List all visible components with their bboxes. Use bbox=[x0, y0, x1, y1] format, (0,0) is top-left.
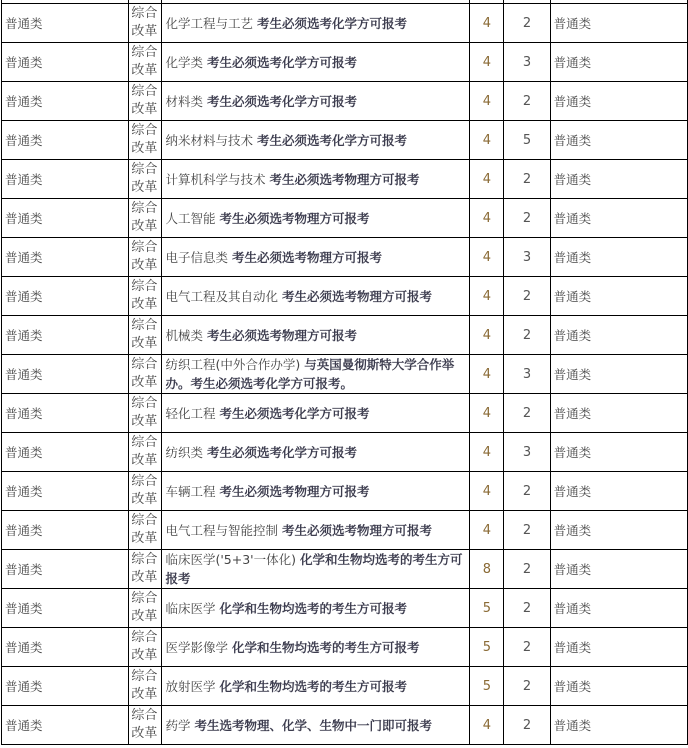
table-row bbox=[2, 82, 688, 121]
major-name: 临床医学('5+3'一体化) bbox=[165, 552, 296, 567]
major-name: 材料类 bbox=[165, 93, 203, 109]
type-cell: 普通类 bbox=[2, 160, 129, 199]
major-cell bbox=[162, 238, 470, 277]
major-requirement: 考生必须选考物理方可报考 bbox=[281, 288, 432, 304]
reform-cell: 综合改革 bbox=[129, 4, 162, 43]
major-name: 电气工程及其自动化 bbox=[165, 288, 278, 304]
category-cell: 普通类 bbox=[550, 277, 687, 316]
years-cell: 8 bbox=[470, 550, 504, 589]
major-requirement: 考生必须选考物理方可报考 bbox=[281, 522, 432, 538]
type-cell: 普通类 bbox=[2, 706, 129, 745]
table-row bbox=[2, 43, 688, 82]
years-cell: 4 bbox=[470, 472, 504, 511]
count-cell: 5 bbox=[504, 121, 550, 160]
major-requirement: 考生必须选考物理方可报考 bbox=[219, 483, 370, 499]
type-cell: 普通类 bbox=[2, 316, 129, 355]
major-cell bbox=[162, 394, 470, 433]
major-cell bbox=[162, 4, 470, 43]
category-cell: 普通类 bbox=[550, 355, 687, 394]
type-cell: 普通类 bbox=[2, 238, 129, 277]
years-cell: 5 bbox=[470, 667, 504, 706]
count-cell: 2 bbox=[504, 82, 550, 121]
count-cell: 2 bbox=[504, 199, 550, 238]
major-name: 纳米材料与技术 bbox=[165, 132, 253, 148]
major-cell bbox=[162, 43, 470, 82]
type-cell: 普通类 bbox=[2, 43, 129, 82]
table-row bbox=[2, 316, 688, 355]
major-name: 电气工程与智能控制 bbox=[165, 522, 278, 538]
table-row bbox=[2, 628, 688, 667]
table-row bbox=[2, 277, 688, 316]
major-cell bbox=[162, 706, 470, 745]
count-cell: 3 bbox=[504, 433, 550, 472]
table-row bbox=[2, 433, 688, 472]
reform-cell: 综合改革 bbox=[129, 121, 162, 160]
major-requirement: 考生必须选考物理方可报考 bbox=[231, 249, 382, 265]
major-cell bbox=[162, 550, 470, 589]
count-cell: 2 bbox=[504, 4, 550, 43]
major-requirement: 考生必须选考物理方可报考 bbox=[219, 210, 370, 226]
type-cell: 普通类 bbox=[2, 394, 129, 433]
reform-cell: 综合改革 bbox=[129, 199, 162, 238]
major-requirement: 化学和生物均选考的考生方可报考 bbox=[231, 639, 420, 655]
reform-cell: 综合改革 bbox=[129, 550, 162, 589]
reform-cell: 综合改革 bbox=[129, 511, 162, 550]
category-cell: 普通类 bbox=[550, 511, 687, 550]
reform-cell: 综合改革 bbox=[129, 82, 162, 121]
reform-cell: 综合改革 bbox=[129, 316, 162, 355]
category-cell: 普通类 bbox=[550, 394, 687, 433]
category-cell: 普通类 bbox=[550, 238, 687, 277]
count-cell: 3 bbox=[504, 355, 550, 394]
table-row bbox=[2, 667, 688, 706]
years-cell: 4 bbox=[470, 511, 504, 550]
major-requirement: 考生必须选考化学方可报考 bbox=[206, 93, 357, 109]
major-requirement: 化学和生物均选考的考生方可报考 bbox=[165, 552, 463, 586]
major-name: 医学影像学 bbox=[165, 639, 228, 655]
type-cell: 普通类 bbox=[2, 277, 129, 316]
years-cell: 4 bbox=[470, 238, 504, 277]
type-cell: 普通类 bbox=[2, 628, 129, 667]
table-row bbox=[2, 199, 688, 238]
admission-plan-table bbox=[1, 0, 688, 745]
type-cell: 普通类 bbox=[2, 589, 129, 628]
category-cell: 普通类 bbox=[550, 316, 687, 355]
major-cell bbox=[162, 667, 470, 706]
table-row bbox=[2, 511, 688, 550]
major-cell bbox=[162, 160, 470, 199]
table-row bbox=[2, 550, 688, 589]
major-name: 机械类 bbox=[165, 327, 203, 343]
category-cell: 普通类 bbox=[550, 628, 687, 667]
reform-cell: 综合改革 bbox=[129, 43, 162, 82]
years-cell: 4 bbox=[470, 316, 504, 355]
count-cell: 3 bbox=[504, 238, 550, 277]
table-row bbox=[2, 472, 688, 511]
type-cell: 普通类 bbox=[2, 199, 129, 238]
years-cell: 4 bbox=[470, 82, 504, 121]
reform-cell: 综合改革 bbox=[129, 706, 162, 745]
category-cell: 普通类 bbox=[550, 433, 687, 472]
type-cell: 普通类 bbox=[2, 667, 129, 706]
category-cell: 普通类 bbox=[550, 121, 687, 160]
count-cell: 2 bbox=[504, 550, 550, 589]
years-cell: 4 bbox=[470, 355, 504, 394]
major-requirement: 考生必须选考物理方可报考 bbox=[206, 327, 357, 343]
major-requirement: 考生必须选考化学方可报考 bbox=[256, 132, 407, 148]
major-name: 化学类 bbox=[165, 54, 203, 70]
major-name: 人工智能 bbox=[165, 210, 216, 226]
reform-cell: 综合改革 bbox=[129, 355, 162, 394]
major-cell bbox=[162, 82, 470, 121]
major-name: 计算机科学与技术 bbox=[165, 171, 266, 187]
years-cell: 5 bbox=[470, 628, 504, 667]
count-cell: 2 bbox=[504, 316, 550, 355]
type-cell: 普通类 bbox=[2, 511, 129, 550]
category-cell: 普通类 bbox=[550, 667, 687, 706]
major-requirement: 化学和生物均选考的考生方可报考 bbox=[219, 600, 407, 616]
count-cell: 2 bbox=[504, 394, 550, 433]
years-cell: 4 bbox=[470, 433, 504, 472]
count-cell: 2 bbox=[504, 160, 550, 199]
reform-cell: 综合改革 bbox=[129, 589, 162, 628]
major-cell bbox=[162, 355, 470, 394]
type-cell: 普通类 bbox=[2, 82, 129, 121]
years-cell: 4 bbox=[470, 277, 504, 316]
count-cell: 2 bbox=[504, 667, 550, 706]
type-cell: 普通类 bbox=[2, 550, 129, 589]
type-cell: 普通类 bbox=[2, 355, 129, 394]
reform-cell: 综合改革 bbox=[129, 472, 162, 511]
category-cell: 普通类 bbox=[550, 472, 687, 511]
category-cell: 普通类 bbox=[550, 706, 687, 745]
major-cell bbox=[162, 472, 470, 511]
count-cell: 2 bbox=[504, 706, 550, 745]
reform-cell: 综合改革 bbox=[129, 433, 162, 472]
years-cell: 4 bbox=[470, 160, 504, 199]
major-cell bbox=[162, 589, 470, 628]
major-name: 药学 bbox=[165, 717, 191, 733]
table-body bbox=[2, 0, 688, 745]
type-cell: 普通类 bbox=[2, 472, 129, 511]
major-requirement: 考生必须选考化学方可报考 bbox=[206, 54, 357, 70]
table-row bbox=[2, 160, 688, 199]
table-row bbox=[2, 238, 688, 277]
years-cell: 5 bbox=[470, 589, 504, 628]
category-cell: 普通类 bbox=[550, 43, 687, 82]
reform-cell: 综合改革 bbox=[129, 667, 162, 706]
table-row bbox=[2, 394, 688, 433]
reform-cell: 综合改革 bbox=[129, 628, 162, 667]
category-cell: 普通类 bbox=[550, 160, 687, 199]
major-name: 化学工程与工艺 bbox=[165, 15, 253, 31]
category-cell: 普通类 bbox=[550, 4, 687, 43]
category-cell: 普通类 bbox=[550, 199, 687, 238]
major-cell bbox=[162, 433, 470, 472]
major-cell bbox=[162, 511, 470, 550]
major-requirement: 考生必须选考物理方可报考 bbox=[269, 171, 420, 187]
major-cell bbox=[162, 628, 470, 667]
major-requirement: 化学和生物均选考的考生方可报考 bbox=[219, 678, 407, 694]
count-cell: 2 bbox=[504, 277, 550, 316]
count-cell: 2 bbox=[504, 472, 550, 511]
table-row bbox=[2, 121, 688, 160]
table-row bbox=[2, 589, 688, 628]
major-requirement: 考生必须选考化学方可报考 bbox=[256, 15, 407, 31]
years-cell: 4 bbox=[470, 121, 504, 160]
type-cell: 普通类 bbox=[2, 121, 129, 160]
major-name: 轻化工程 bbox=[165, 405, 216, 421]
category-cell: 普通类 bbox=[550, 82, 687, 121]
major-cell bbox=[162, 277, 470, 316]
table-row bbox=[2, 706, 688, 745]
major-requirement: 与英国曼彻斯特大学合作举办。考生必须选考化学方可报考。 bbox=[165, 357, 455, 391]
years-cell: 4 bbox=[470, 199, 504, 238]
major-cell bbox=[162, 316, 470, 355]
years-cell: 4 bbox=[470, 394, 504, 433]
major-requirement: 考生必须选考化学方可报考 bbox=[206, 444, 357, 460]
major-name: 车辆工程 bbox=[165, 483, 216, 499]
years-cell: 4 bbox=[470, 706, 504, 745]
major-cell bbox=[162, 199, 470, 238]
reform-cell: 综合改革 bbox=[129, 238, 162, 277]
table-row bbox=[2, 4, 688, 43]
major-name: 临床医学 bbox=[165, 600, 216, 616]
major-name: 放射医学 bbox=[165, 678, 216, 694]
reform-cell: 综合改革 bbox=[129, 394, 162, 433]
years-cell: 4 bbox=[470, 43, 504, 82]
count-cell: 2 bbox=[504, 628, 550, 667]
major-requirement: 考生必须选考化学方可报考 bbox=[219, 405, 370, 421]
category-cell: 普通类 bbox=[550, 550, 687, 589]
major-requirement: 考生选考物理、化学、生物中一门即可报考 bbox=[194, 717, 432, 733]
category-cell: 普通类 bbox=[550, 589, 687, 628]
reform-cell: 综合改革 bbox=[129, 277, 162, 316]
count-cell: 2 bbox=[504, 589, 550, 628]
type-cell: 普通类 bbox=[2, 433, 129, 472]
type-cell: 普通类 bbox=[2, 4, 129, 43]
count-cell: 3 bbox=[504, 43, 550, 82]
reform-cell: 综合改革 bbox=[129, 160, 162, 199]
count-cell: 2 bbox=[504, 511, 550, 550]
major-cell bbox=[162, 121, 470, 160]
table-row bbox=[2, 355, 688, 394]
years-cell: 4 bbox=[470, 4, 504, 43]
major-name: 电子信息类 bbox=[165, 249, 228, 265]
major-name: 纺织工程(中外合作办学) bbox=[165, 357, 301, 372]
major-name: 纺织类 bbox=[165, 444, 203, 460]
